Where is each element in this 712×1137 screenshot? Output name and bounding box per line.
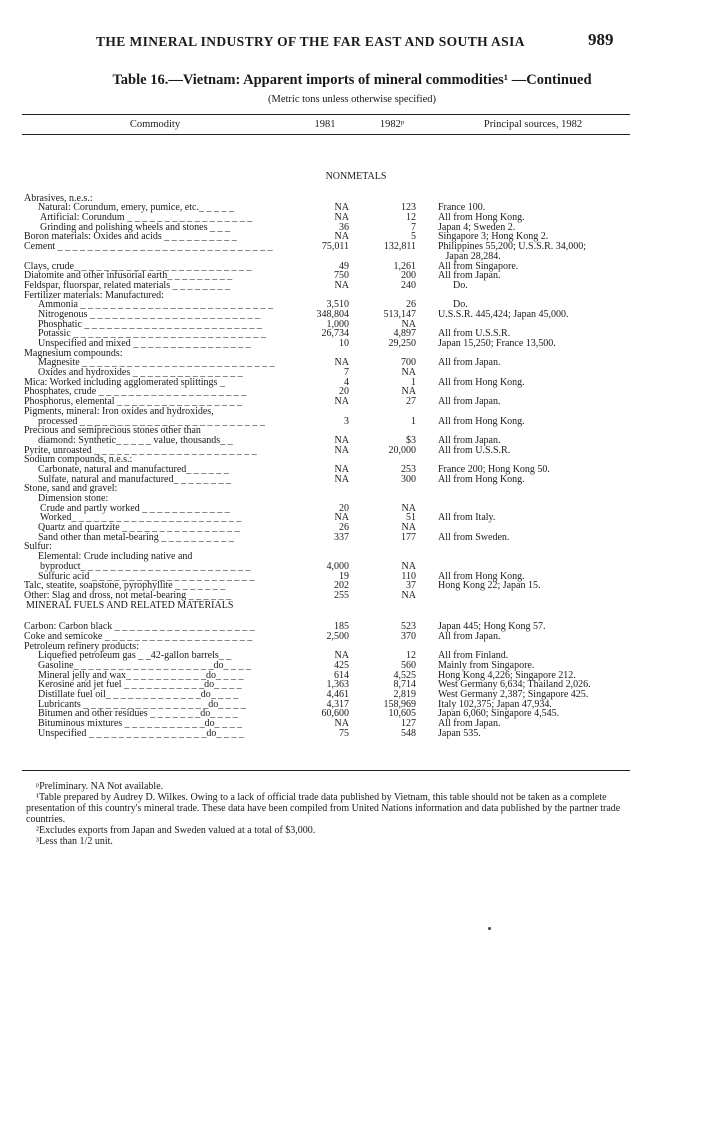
source-cell: All from Hong Kong.	[438, 376, 525, 388]
commodity-cell: Distillate fuel oil_ _ _ _ _ _ _ _ _ _ _ _ _do_ _ _ _	[38, 689, 239, 701]
commodity-cell: Fertilizer materials: Manufactured:	[24, 289, 164, 301]
value-1982-cell: 20,000	[388, 444, 416, 456]
value-1981-cell: 26	[339, 522, 349, 534]
commodity-cell: Sulfate, natural and manufactured_ _ _ _ _ _ _ _	[38, 473, 231, 485]
table-row	[0, 172, 712, 182]
table-row	[0, 533, 712, 543]
source-cell: Philippines 55,200; U.S.S.R. 34,000;	[438, 241, 587, 253]
table-row	[0, 182, 712, 194]
commodity-cell: Abrasives, n.e.s.:	[24, 192, 93, 204]
commodity-cell: Other: Slag and dross, not metal-bearing _ _ _ _ _ _	[24, 589, 232, 601]
value-1981-cell: 614	[334, 669, 349, 681]
value-1981-cell: 185	[334, 621, 349, 633]
commodity-cell: Artificial: Corundum _ _ _ _ _ _ _ _ _ _ _ _ _ _ _ _ _	[40, 212, 253, 224]
commodity-cell: Phosphatic _ _ _ _ _ _ _ _ _ _ _ _ _ _ _ _ _ _ _ _ _ _ _ _	[38, 318, 262, 330]
source-cell: All from Finland.	[438, 650, 509, 662]
table-row	[0, 601, 712, 611]
commodity-cell: Sodium compounds, n.e.s.:	[24, 454, 133, 466]
commodity-cell: Worked_ _ _ _ _ _ _ _ _ _ _ _ _ _ _ _ _ _ _ _ _ _ _	[40, 512, 242, 524]
commodity-cell: Diatomite and other infusorial earth_ _ _ _ _ _ _ _ _	[24, 270, 233, 282]
value-1982-cell: 132,811	[383, 241, 416, 253]
commodity-cell: Potassic _ _ _ _ _ _ _ _ _ _ _ _ _ _ _ _ _ _ _ _ _ _ _ _ _ _	[38, 328, 266, 340]
source-cell: All from U.S.S.R.	[438, 444, 511, 456]
source-cell: Do.	[438, 279, 468, 291]
value-1982-cell: 29,250	[388, 338, 416, 349]
commodity-cell: processed _ _ _ _ _ _ _ _ _ _ _ _ _ _ _ _ _ _ _ _ _ _ _ _ _	[38, 415, 265, 427]
value-1981-cell: NA	[334, 650, 349, 662]
footnote-3: ³Less than 1/2 unit.	[36, 836, 113, 847]
value-1982-cell: NA	[401, 318, 416, 330]
commodity-cell: byproduct_ _ _ _ _ _ _ _ _ _ _ _ _ _ _ _ _ _ _ _ _ _ _	[40, 560, 251, 572]
commodity-cell: MINERAL FUELS AND RELATED MATERIALS	[26, 599, 234, 611]
commodity-cell: NONMETALS	[325, 171, 387, 182]
source-cell: France 200; Hong Kong 50.	[438, 463, 550, 475]
value-1981-cell: 337	[334, 531, 349, 543]
value-1981-cell: NA	[334, 463, 349, 475]
value-1981-cell: 36	[339, 221, 349, 233]
value-1981-cell: 425	[334, 660, 349, 671]
commodity-cell: Precious and semiprecious stones other than	[24, 425, 201, 437]
commodity-cell: Oxides and hydroxides _ _ _ _ _ _ _ _ _ _ _ _ _ _ _	[38, 367, 243, 379]
value-1981-cell: 348,804	[316, 308, 349, 320]
table-row	[0, 729, 712, 739]
source-cell: All from Italy.	[438, 512, 496, 524]
commodity-cell: Stone, sand and gravel:	[24, 483, 118, 495]
commodity-cell: Coke and semicoke _ _ _ _ _ _ _ _ _ _ _ _ _ _ _ _ _ _ _ _	[24, 630, 253, 642]
value-1982-cell: NA	[401, 560, 416, 572]
value-1981-cell: 7	[344, 367, 349, 379]
commodity-cell: Magnesite _ _ _ _ _ _ _ _ _ _ _ _ _ _ _ _ _ _ _ _ _ _ _ _ _ _	[38, 357, 275, 369]
value-1982-cell: 12	[406, 212, 416, 224]
value-1981-cell: NA	[334, 279, 349, 291]
commodity-cell: Cement _ _ _ _ _ _ _ _ _ _ _ _ _ _ _ _ _ _ _ _ _ _ _ _ _ _ _ _ _	[24, 241, 273, 253]
value-1982-cell: 177	[401, 531, 416, 543]
value-1981-cell: 49	[339, 260, 349, 272]
source-cell: All from Japan.	[438, 434, 501, 446]
source-cell: All from Japan.	[438, 270, 501, 282]
footnotes	[26, 781, 632, 847]
commodity-cell: Petroleum refinery products:	[24, 640, 139, 652]
value-1982-cell: NA	[401, 502, 416, 514]
table-title: Table 16.—Vietnam: Apparent imports of mineral commodities¹ —Continued	[112, 72, 592, 88]
source-cell: West Germany 2,387; Singapore 425.	[438, 689, 589, 701]
value-1982-cell: 548	[401, 727, 416, 739]
value-1981-cell: NA	[334, 212, 349, 224]
value-1982-cell: 27	[406, 396, 416, 408]
value-1982-cell: 158,969	[383, 698, 416, 710]
source-cell: All from Singapore.	[438, 260, 519, 272]
value-1981-cell: 4,000	[326, 560, 349, 572]
value-1981-cell: NA	[334, 357, 349, 369]
value-1982-cell: $3	[406, 434, 416, 446]
source-cell: Japan 535.	[438, 727, 481, 739]
value-1981-cell: NA	[334, 512, 349, 524]
commodity-cell: Sulfur:	[24, 541, 52, 553]
page-number: 989	[588, 30, 614, 49]
commodity-cell: diamond: Synthetic_ _ _ _ _ value, thousands_ _	[38, 434, 233, 446]
value-1982-cell: 2,819	[393, 689, 416, 701]
value-1981-cell: NA	[334, 231, 349, 243]
value-1982-cell: 1,261	[393, 260, 416, 272]
commodity-cell: Bitumen and other residues _ _ _ _ _ _ _do_ _ _ _	[38, 708, 238, 720]
value-1981-cell: 1,363	[326, 679, 349, 691]
commodity-cell: Quartz and quartzite _ _ _ _ _ _ _ _ _ _ _ _ _ _ _ _	[38, 522, 240, 534]
value-1982-cell: 10,605	[388, 708, 416, 720]
value-1982-cell: 8,714	[393, 679, 416, 691]
value-1981-cell: NA	[334, 202, 349, 214]
value-1982-cell: 700	[401, 357, 416, 369]
commodity-cell: Unspecified and mixed _ _ _ _ _ _ _ _ _ _ _ _ _ _ _ _	[38, 338, 251, 349]
value-1981-cell: NA	[334, 718, 349, 730]
value-1982-cell: 26	[406, 299, 416, 311]
commodity-cell: Nitrogenous _ _ _ _ _ _ _ _ _ _ _ _ _ _ _ _ _ _ _ _ _ _ _	[38, 308, 260, 320]
value-1982-cell: 123	[401, 202, 416, 214]
source-cell: Mainly from Singapore.	[438, 660, 535, 671]
source-cell: All from Hong Kong.	[438, 570, 525, 582]
value-1982-cell: 4,897	[393, 328, 416, 340]
value-1981-cell: 4	[344, 376, 349, 388]
source-cell: Singapore 3; Hong Kong 2.	[438, 231, 549, 243]
value-1982-cell: 37	[406, 580, 416, 592]
value-1981-cell: 3	[344, 415, 349, 427]
value-1981-cell: 19	[339, 570, 349, 582]
source-cell: All from Sweden.	[438, 531, 510, 543]
value-1981-cell: 60,600	[321, 708, 349, 720]
value-1981-cell: 75	[339, 727, 349, 739]
value-1982-cell: 5	[411, 231, 416, 243]
value-1981-cell: 2,500	[326, 630, 349, 642]
table-end-rule	[22, 770, 630, 771]
value-1981-cell: 10	[339, 338, 349, 349]
table-row	[0, 242, 712, 252]
commodity-cell: Mica: Worked including agglomerated splittings _	[24, 376, 225, 388]
commodity-cell: Liquefied petroleum gas _ _42-gallon barrels_ _	[38, 650, 232, 662]
source-cell: West Germany 6,634; Thailand 2,026.	[438, 679, 591, 691]
value-1982-cell: 4,525	[393, 669, 416, 681]
value-1982-cell: NA	[401, 589, 416, 601]
value-1981-cell: NA	[334, 473, 349, 485]
header-commodity: Commodity	[129, 119, 181, 130]
header-bottom-rule	[22, 134, 630, 135]
source-cell: All from Japan.	[438, 630, 501, 642]
value-1981-cell: 255	[334, 589, 349, 601]
value-1982-cell: 1	[411, 376, 416, 388]
value-1981-cell: NA	[334, 396, 349, 408]
commodity-cell: Grinding and polishing wheels and stones _ _ _	[40, 221, 230, 233]
source-cell: All from U.S.S.R.	[438, 328, 511, 340]
source-cell: All from Japan.	[438, 718, 501, 730]
value-1981-cell: 202	[334, 580, 349, 592]
value-1982-cell: NA	[401, 522, 416, 534]
header-1982: 1982ᵖ	[379, 119, 405, 130]
commodity-cell: Natural: Corundum, emery, pumice, etc._ _ _ _ _	[38, 202, 234, 214]
value-1982-cell: 51	[406, 512, 416, 524]
value-1982-cell: 240	[401, 279, 416, 291]
header-top-rule	[22, 114, 630, 115]
source-cell: All from Hong Kong.	[438, 473, 525, 485]
value-1982-cell: 300	[401, 473, 416, 485]
commodity-cell: Crude and partly worked _ _ _ _ _ _ _ _ _ _ _ _	[40, 502, 230, 514]
source-cell: All from Japan.	[438, 357, 501, 369]
footnote-preliminary: ᵖPreliminary. NA Not available.	[36, 781, 164, 792]
commodity-cell: Sand other than metal-bearing _ _ _ _ _ _ _ _ _ _	[38, 531, 234, 543]
commodity-cell: Magnesium compounds:	[24, 347, 123, 359]
source-cell: Hong Kong 22; Japan 15.	[438, 580, 541, 592]
commodity-cell: Phosphorus, elemental _ _ _ _ _ _ _ _ _ _ _ _ _ _ _ _ _	[24, 396, 243, 408]
commodity-cell: Lubricants _ _ _ _ _ _ _ _ _ _ _ _ _ _ _ _ _do_ _ _ _	[38, 698, 246, 710]
source-cell: All from Hong Kong.	[438, 415, 525, 427]
value-1982-cell: 370	[401, 630, 416, 642]
commodity-cell: Pyrite, unroasted _ _ _ _ _ _ _ _ _ _ _ _ _ _ _ _ _ _ _ _ _ _	[24, 444, 257, 456]
value-1981-cell: 1,000	[326, 318, 349, 330]
commodity-cell: Clays, crude_ _ _ _ _ _ _ _ _ _ _ _ _ _ _ _ _ _ _ _ _ _ _ _	[24, 260, 252, 272]
source-cell: Do.	[438, 299, 468, 311]
source-cell: Japan 445; Hong Kong 57.	[438, 621, 546, 633]
value-1981-cell: 4,461	[326, 689, 349, 701]
value-1982-cell: NA	[401, 386, 416, 398]
running-head: THE MINERAL INDUSTRY OF THE FAR EAST AND SOUTH ASIA	[96, 34, 525, 49]
value-1982-cell: 560	[401, 660, 416, 671]
commodity-cell: Boron materials: Oxides and acids _ _ _ _ _ _ _ _ _ _	[24, 231, 237, 243]
commodity-cell: Pigments, mineral: Iron oxides and hydroxides,	[24, 405, 214, 417]
header-1981: 1981	[314, 119, 336, 130]
commodity-cell: Unspecified _ _ _ _ _ _ _ _ _ _ _ _ _ _ _ _do_ _ _ _	[38, 727, 244, 739]
value-1982-cell: 513,147	[383, 308, 416, 320]
value-1982-cell: 200	[401, 270, 416, 282]
value-1982-cell: 1	[411, 415, 416, 427]
source-cell: U.S.S.R. 445,424; Japan 45,000.	[438, 308, 569, 320]
value-1982-cell: 523	[401, 621, 416, 633]
commodity-cell: Dimension stone:	[38, 493, 109, 504]
commodity-cell: Mineral jelly and wax_ _ _ _ _ _ _ _ _ _ _do_ _ _ _	[38, 669, 244, 681]
footnote-1: ¹Table prepared by Audrey D. Wilkes. Owing to a lack of official trade data published by Vietnam, this table should not be taken as a complete presentation of this country's mineral trade. These data have been compiled from United Nations information and data published by the partner trade countries.	[26, 792, 621, 825]
commodity-cell: Talc, steatite, soapstone, pyrophyllite _ _ _ _ _ _ _	[24, 580, 226, 592]
value-1981-cell: 26,734	[321, 328, 349, 340]
commodity-cell: Ammonia _ _ _ _ _ _ _ _ _ _ _ _ _ _ _ _ _ _ _ _ _ _ _ _ _ _	[38, 299, 273, 311]
value-1981-cell: NA	[334, 444, 349, 456]
table-subtitle: (Metric tons unless otherwise specified)	[268, 94, 436, 105]
commodity-cell: Kerosine and jet fuel _ _ _ _ _ _ _ _ _ _ _do_ _ _ _	[38, 679, 242, 691]
footnote-2: ²Excludes exports from Japan and Sweden valued at a total of $3,000.	[36, 825, 316, 836]
value-1981-cell: NA	[334, 434, 349, 446]
commodity-cell: Feldspar, fluorspar, related materials _ _ _ _ _ _ _ _	[24, 279, 231, 291]
value-1981-cell: 75,011	[321, 241, 349, 253]
commodity-cell: Phosphates, crude _ _ _ _ _ _ _ _ _ _ _ _ _ _ _ _ _ _ _ _	[24, 386, 247, 398]
source-cell: Italy 102,375; Japan 47,934.	[438, 698, 552, 710]
table-body	[0, 160, 712, 739]
value-1982-cell: 110	[401, 570, 416, 582]
value-1982-cell: NA	[401, 367, 416, 379]
value-1982-cell: 127	[401, 718, 416, 730]
source-cell: Japan 15,250; France 13,500.	[438, 338, 556, 349]
source-cell: Japan 4; Sweden 2.	[438, 221, 516, 233]
value-1981-cell: 20	[339, 502, 349, 514]
commodity-cell: Elemental: Crude including native and	[38, 551, 193, 563]
value-1981-cell: 750	[334, 270, 349, 282]
source-cell: Japan 28,284.	[438, 250, 501, 262]
commodity-cell: Carbon: Carbon black _ _ _ _ _ _ _ _ _ _ _ _ _ _ _ _ _ _ _	[24, 621, 255, 633]
header-sources: Principal sources, 1982	[483, 119, 583, 130]
value-1982-cell: 7	[411, 221, 416, 233]
source-cell: All from Hong Kong.	[438, 212, 525, 224]
value-1982-cell: 12	[406, 650, 416, 662]
commodity-cell: Carbonate, natural and manufactured_ _ _ _ _ _	[38, 463, 229, 475]
value-1981-cell: 4,317	[326, 698, 349, 710]
commodity-cell: Sulfuric acid _ _ _ _ _ _ _ _ _ _ _ _ _ _ _ _ _ _ _ _ _ _	[38, 570, 255, 582]
value-1981-cell: 20	[339, 386, 349, 398]
value-1981-cell: 3,510	[326, 299, 349, 311]
source-cell: Hong Kong 4,226; Singapore 212.	[438, 669, 576, 681]
source-cell: All from Japan.	[438, 396, 501, 408]
source-cell: France 100.	[438, 202, 486, 214]
source-cell: Japan 6,060; Singapore 4,545.	[438, 708, 560, 720]
stray-mark	[488, 927, 491, 930]
commodity-cell: Bituminous mixtures _ _ _ _ _ _ _ _ _ _ _do_ _ _ _	[38, 718, 243, 730]
commodity-cell: Gasoline_ _ _ _ _ _ _ _ _ _ _ _ _ _ _ _ _ _ _do_ _ _ _	[38, 660, 252, 671]
value-1982-cell: 253	[401, 463, 416, 475]
